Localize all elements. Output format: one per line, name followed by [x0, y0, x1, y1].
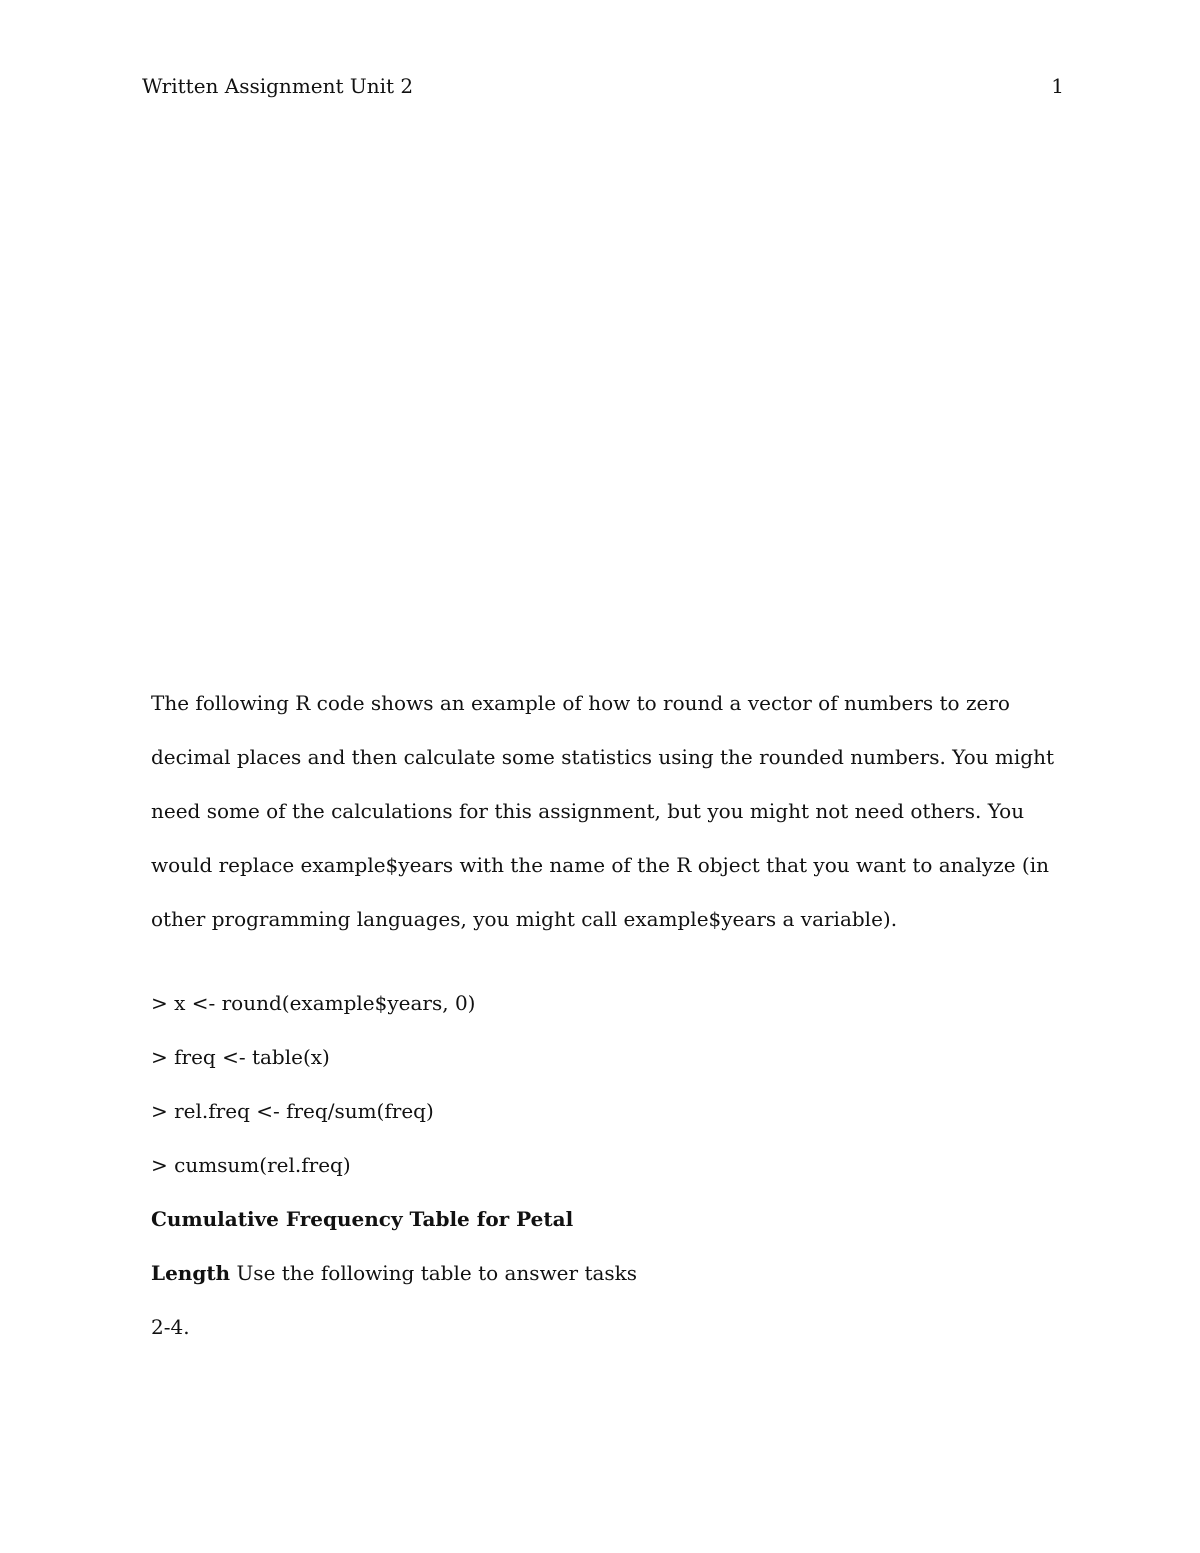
table-instruction-end: 2-4.: [151, 1315, 190, 1339]
paragraph-line: decimal places and then calculate some statistics using the rounded numbers. You might: [151, 745, 1054, 769]
paragraph-line: other programming languages, you might call example$years a variable).: [151, 907, 898, 931]
table-instruction-line: [151, 1246, 1031, 1300]
code-line: > freq <- table(x): [151, 1045, 330, 1069]
paragraph-line: The following R code shows an example of how to round a vector of numbers to zero: [151, 691, 1010, 715]
code-line: > rel.freq <- freq/sum(freq): [151, 1099, 434, 1123]
table-title-continued: Length: [151, 1261, 231, 1285]
table-title: Cumulative Frequency Table for Petal: [151, 1207, 574, 1231]
page-number: 1: [1051, 74, 1064, 98]
code-line: > cumsum(rel.freq): [151, 1153, 351, 1177]
paragraph-line: would replace example$years with the name of the R object that you want to analyze (in: [151, 853, 1049, 877]
intro-paragraph: [151, 676, 1054, 946]
paragraph-line: need some of the calculations for this assignment, but you might not need others. You: [151, 799, 1025, 823]
code-line: > x <- round(example$years, 0): [151, 991, 476, 1015]
running-header-title: Written Assignment Unit 2: [142, 74, 414, 98]
table-section-heading: [151, 1192, 1031, 1354]
table-instruction-text: Use the following table to answer tasks: [230, 1261, 638, 1285]
r-code-block: [151, 976, 1031, 1192]
